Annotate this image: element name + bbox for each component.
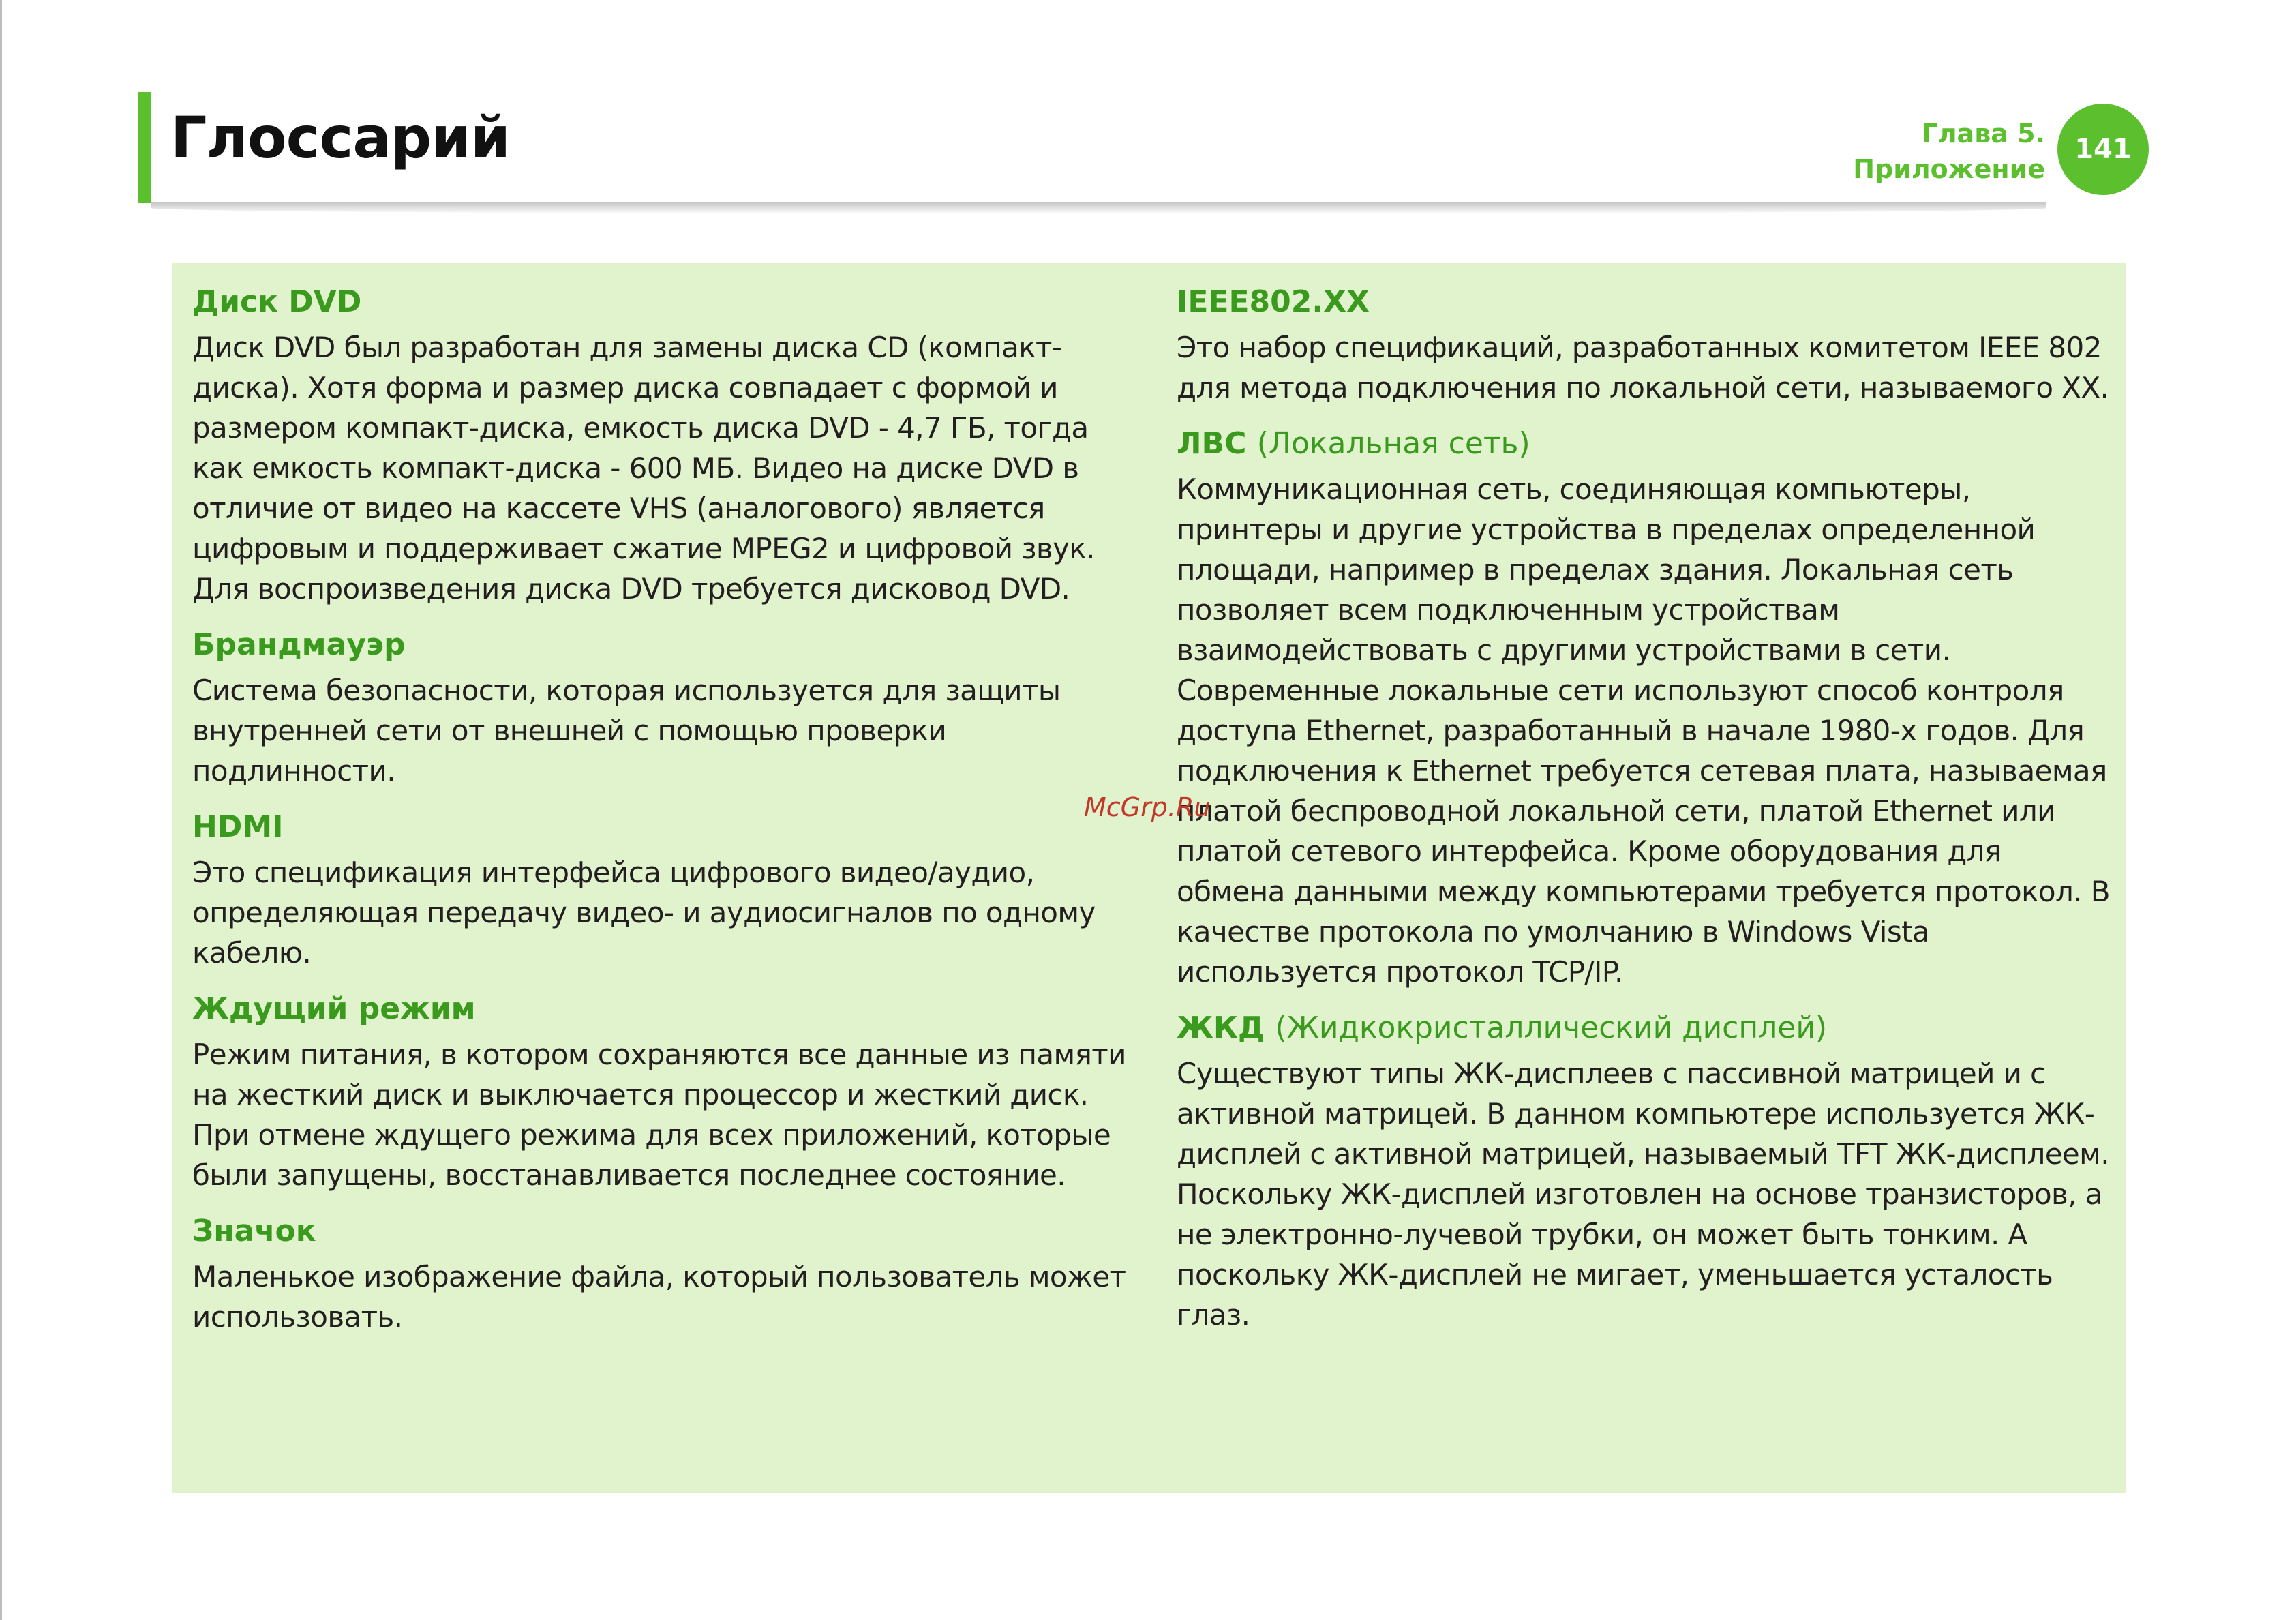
header-accent-bar [138,92,151,203]
term-definition: Диск DVD был разработан для замены диска CD (компакт-диска). Хотя форма и размер диска совпадает с формой и размером компакт-диска, емкость диска DVD - 4,7 ГБ, тогда как емкость компакт-диска - 600 МБ. Видео на диске DVD в отличие от видео на кассете VHS (аналогового) является цифровым и поддерживает сжатие MPEG2 и цифровой звук. Для воспроизведения диска DVD требуется дисковод DVD. [192,331,1095,605]
term-title: Ждущий режим [192,991,476,1026]
term-definition: Коммуникационная сеть, соединяющая компьютеры, принтеры и другие устройства в пределах определенной площади, например в пределах здания. Локальная сеть позволяет всем подключенным устройствам взаимодействовать с другими устройствами в сети. Современные локальные сети используют способ контроля доступа Ethernet, разработанный в начале 1980-х годов. Для подключения к Ethernet требуется сетевая плата, называемая платой беспроводной локальной сети, платой Ethernet или платой сетевого интерфейса. Кроме оборудования для обмена данными между компьютерами требуется протокол. В качестве протокола по умолчанию в Windows Vista используется протокол TCP/IP. [1177,472,2110,989]
glossary-left-column [192,280,1126,1351]
glossary-term-hdmi [192,805,1126,973]
term-name: ЖКД [1177,1010,1265,1045]
term-title: HDMI [192,809,284,844]
chapter-number: Глава 5. [1921,119,2045,149]
watermark: McGrp.Ru [1084,792,1211,822]
term-name: ЛВС [1177,426,1247,461]
term-name: IEEE802.XX [1177,284,1370,319]
term-title: Значок [192,1214,316,1248]
glossary-term-lcd [1177,1006,2111,1335]
term-definition: Это набор спецификаций, разработанных комитетом IEEE 802 для метода подключения по локальной сети, называемого XX. [1177,331,2109,404]
term-definition: Система безопасности, которая используется для защиты внутренней сети от внешней с помощью проверки подлинности. [192,674,1061,787]
chapter-label [1853,116,2045,187]
term-expansion: (Локальная сеть) [1256,426,1530,461]
glossary-term-firewall [192,622,1126,791]
header-divider [151,202,2046,214]
page-title: Глоссарий [170,104,510,171]
term-title [1177,421,2111,466]
term-definition: Маленькое изображение файла, который пользователь может использовать. [192,1260,1126,1334]
term-definition: Режим питания, в котором сохраняются все данные из памяти на жесткий диск и выключается процессор и жесткий диск. При отмене ждущего режима для всех приложений, которые были запущены, восстанавливается последнее состояние. [192,1038,1126,1192]
glossary-term-dvd [192,280,1126,609]
term-title: Диск DVD [192,284,362,319]
term-definition: Это спецификация интерфейса цифрового видео/аудио, определяющая передачу видео- и аудиосигналов по одному кабелю. [192,856,1096,970]
term-title [1177,1006,2111,1051]
glossary-right-column [1177,280,2111,1349]
term-title [1177,280,2111,325]
glossary-term-lan [1177,421,2111,992]
term-definition: Существуют типы ЖК-дисплеев с пассивной матрицей и с активной матрицей. В данном компьютере используется ЖК-дисплей с активной матрицей, называемый TFT ЖК-дисплеем. Поскольку ЖК-дисплей изготовлен на основе транзисторов, а не электронно-лучевой трубки, он может быть тонким. А поскольку ЖК-дисплей не мигает, уменьшается усталость глаз. [1177,1057,2110,1332]
glossary-term-standby [192,987,1126,1195]
glossary-term-icon [192,1209,1126,1337]
glossary-term-ieee [1177,280,2111,408]
term-title: Брандмауэр [192,627,406,662]
term-expansion: (Жидкокристаллический дисплей) [1275,1010,1828,1045]
glossary-box [172,262,2126,1493]
page-edge [0,0,2,1620]
chapter-name: Приложение [1853,154,2045,184]
page-number-badge: 141 [2057,104,2149,195]
